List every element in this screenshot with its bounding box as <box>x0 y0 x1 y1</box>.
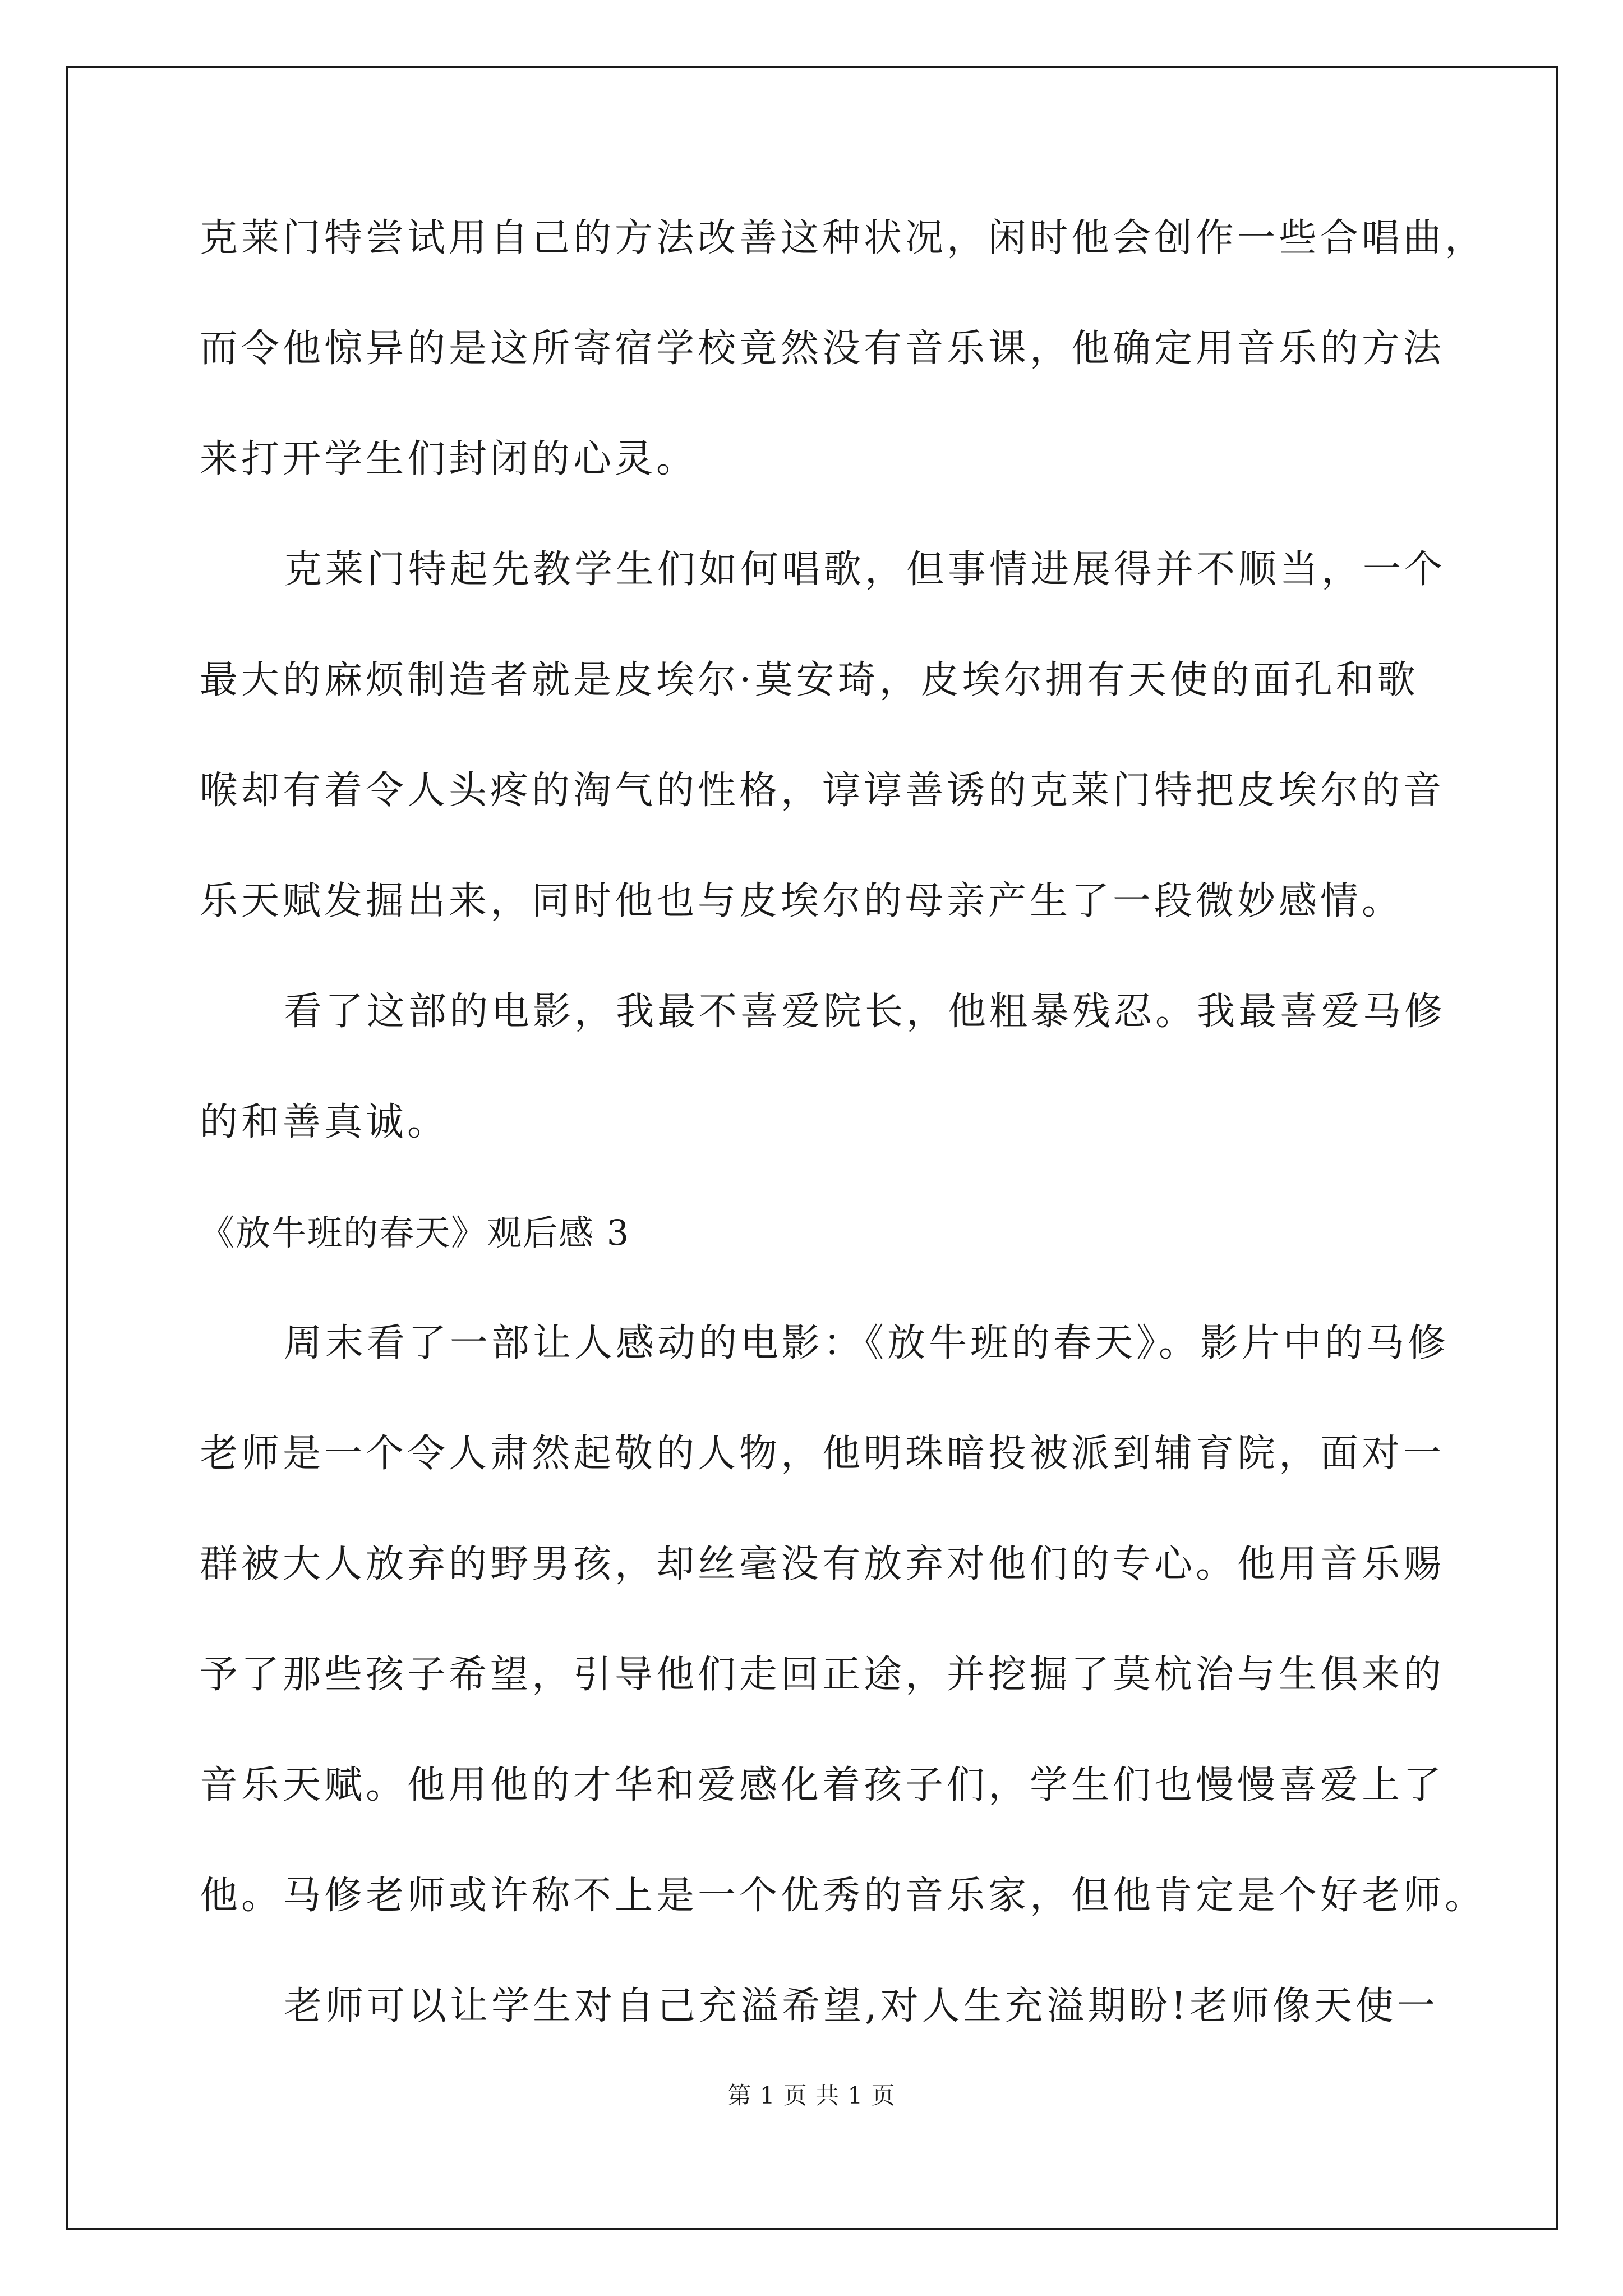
page-footer: 第 1 页 共 1 页 <box>727 2082 896 2109</box>
text-line: 乐天赋发掘出来，同时他也与皮埃尔的母亲产生了一段微妙感情。 <box>200 879 1404 923</box>
text-line: 克莱门特尝试用自己的方法改善这种状况，闲时他会创作一些合唱曲， <box>200 216 1487 260</box>
text-line: 群被大人放弃的野男孩，却丝毫没有放弃对他们的专心。他用音乐赐 <box>200 1542 1445 1586</box>
text-line: 最大的麻烦制造者就是皮埃尔·莫安琦，皮埃尔拥有天使的面孔和歌 <box>200 658 1419 702</box>
section-heading: 《放牛班的春天》观后感 3 <box>200 1212 630 1253</box>
text-line: 老师是一个令人肃然起敬的人物，他明珠暗投被派到辅育院，面对一 <box>200 1432 1445 1476</box>
text-line: 而令他惊异的是这所寄宿学校竟然没有音乐课，他确定用音乐的方法 <box>200 326 1445 371</box>
text-line: 喉却有着令人头疼的淘气的性格，谆谆善诱的克莱门特把皮埃尔的音 <box>200 769 1445 813</box>
text-line: 予了那些孩子希望，引导他们走回正途，并挖掘了莫杭治与生俱来的 <box>200 1653 1445 1697</box>
text-line: 克莱门特起先教学生们如何唱歌，但事情进展得并不顺当，一个 <box>284 547 1446 592</box>
text-line: 老师可以让学生对自己充溢希望,对人生充溢期盼!老师像天使一 <box>284 1984 1438 2028</box>
text-line: 他。马修老师或许称不上是一个优秀的音乐家，但他肯定是个好老师。 <box>200 1874 1487 1918</box>
text-line: 看了这部的电影，我最不喜爱院长，他粗暴残忍。我最喜爱马修 <box>284 990 1446 1034</box>
text-line: 周末看了一部让人感动的电影：《放牛班的春天》。影片中的马修 <box>284 1321 1450 1365</box>
text-line: 音乐天赋。他用他的才华和爱感化着孩子们，学生们也慢慢喜爱上了 <box>200 1763 1445 1807</box>
text-line: 来打开学生们封闭的心灵。 <box>200 437 698 481</box>
text-line: 的和善真诚。 <box>200 1100 449 1144</box>
document-body <box>200 208 1487 2086</box>
